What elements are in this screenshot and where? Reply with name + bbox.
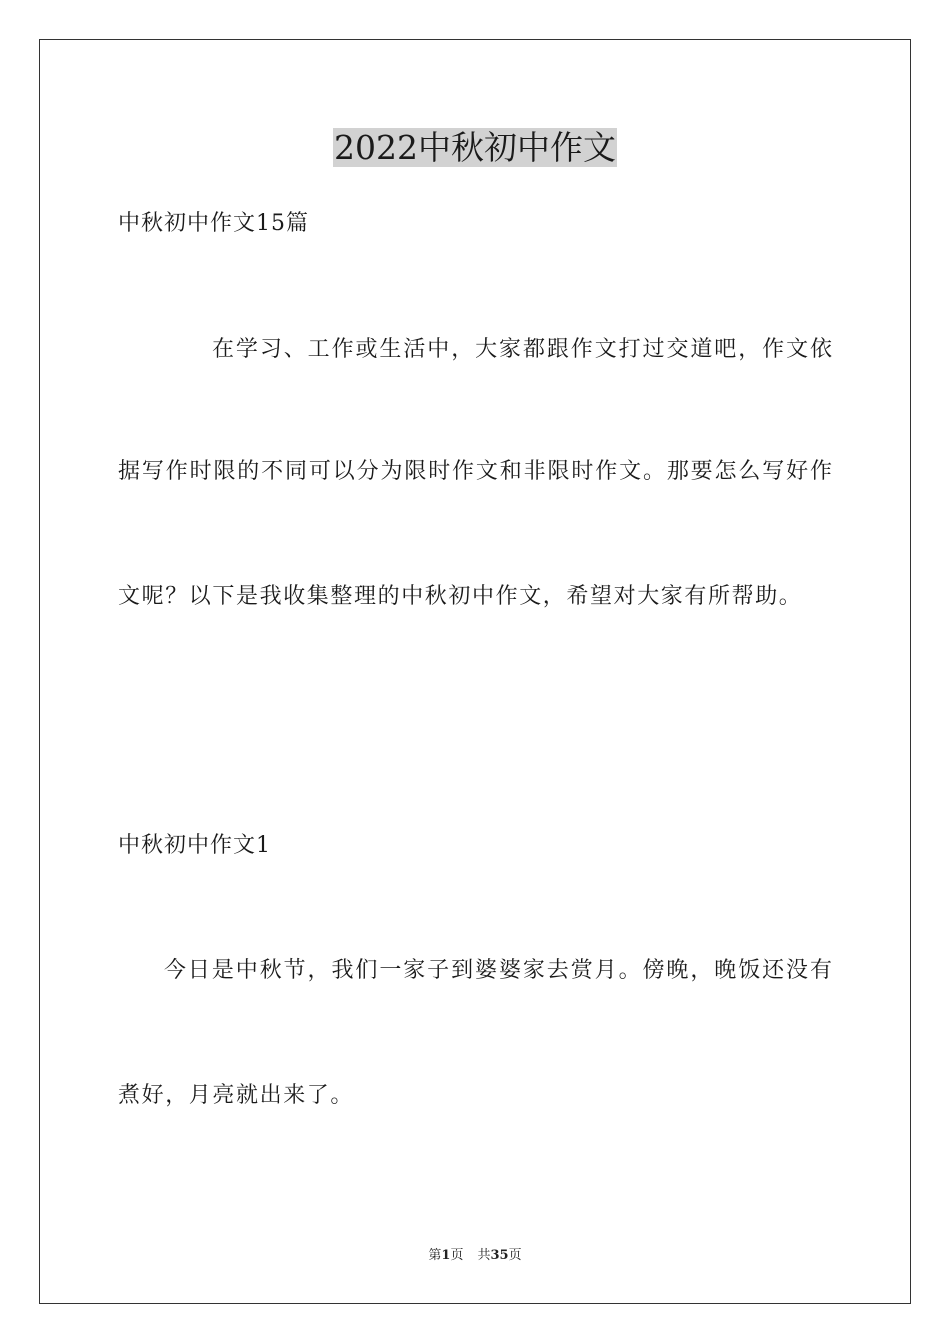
document-title <box>0 126 950 170</box>
footer-page-suffix: 页 <box>450 1248 464 1263</box>
essay-paragraph-line-1: 今日是中秋节，我们一家子到婆婆家去赏月。傍晚，晚饭还没有 <box>164 958 832 983</box>
footer-page-current: 1 <box>441 1248 451 1263</box>
intro-paragraph-line-2: 据写作时限的不同可以分为限时作文和非限时作文。那要怎么写好作 <box>118 459 832 484</box>
document-title-text: 2022中秋初中作文 <box>334 128 616 167</box>
intro-paragraph-line-3: 文呢？以下是我收集整理的中秋初中作文，希望对大家有所帮助。 <box>118 584 803 609</box>
essay-heading: 中秋初中作文1 <box>118 833 271 858</box>
footer-page-prefix: 第 <box>428 1248 442 1263</box>
intro-paragraph-line-1: 在学习、工作或生活中，大家都跟作文打过交道吧，作文依 <box>212 337 832 362</box>
footer-page-total: 35 <box>490 1248 509 1263</box>
document-subtitle: 中秋初中作文15篇 <box>118 211 309 236</box>
page-footer <box>0 1247 950 1265</box>
essay-paragraph-line-2: 煮好，月亮就出来了。 <box>118 1083 355 1108</box>
footer-total-suffix: 页 <box>508 1248 522 1263</box>
footer-total-prefix: 共 <box>477 1248 491 1263</box>
